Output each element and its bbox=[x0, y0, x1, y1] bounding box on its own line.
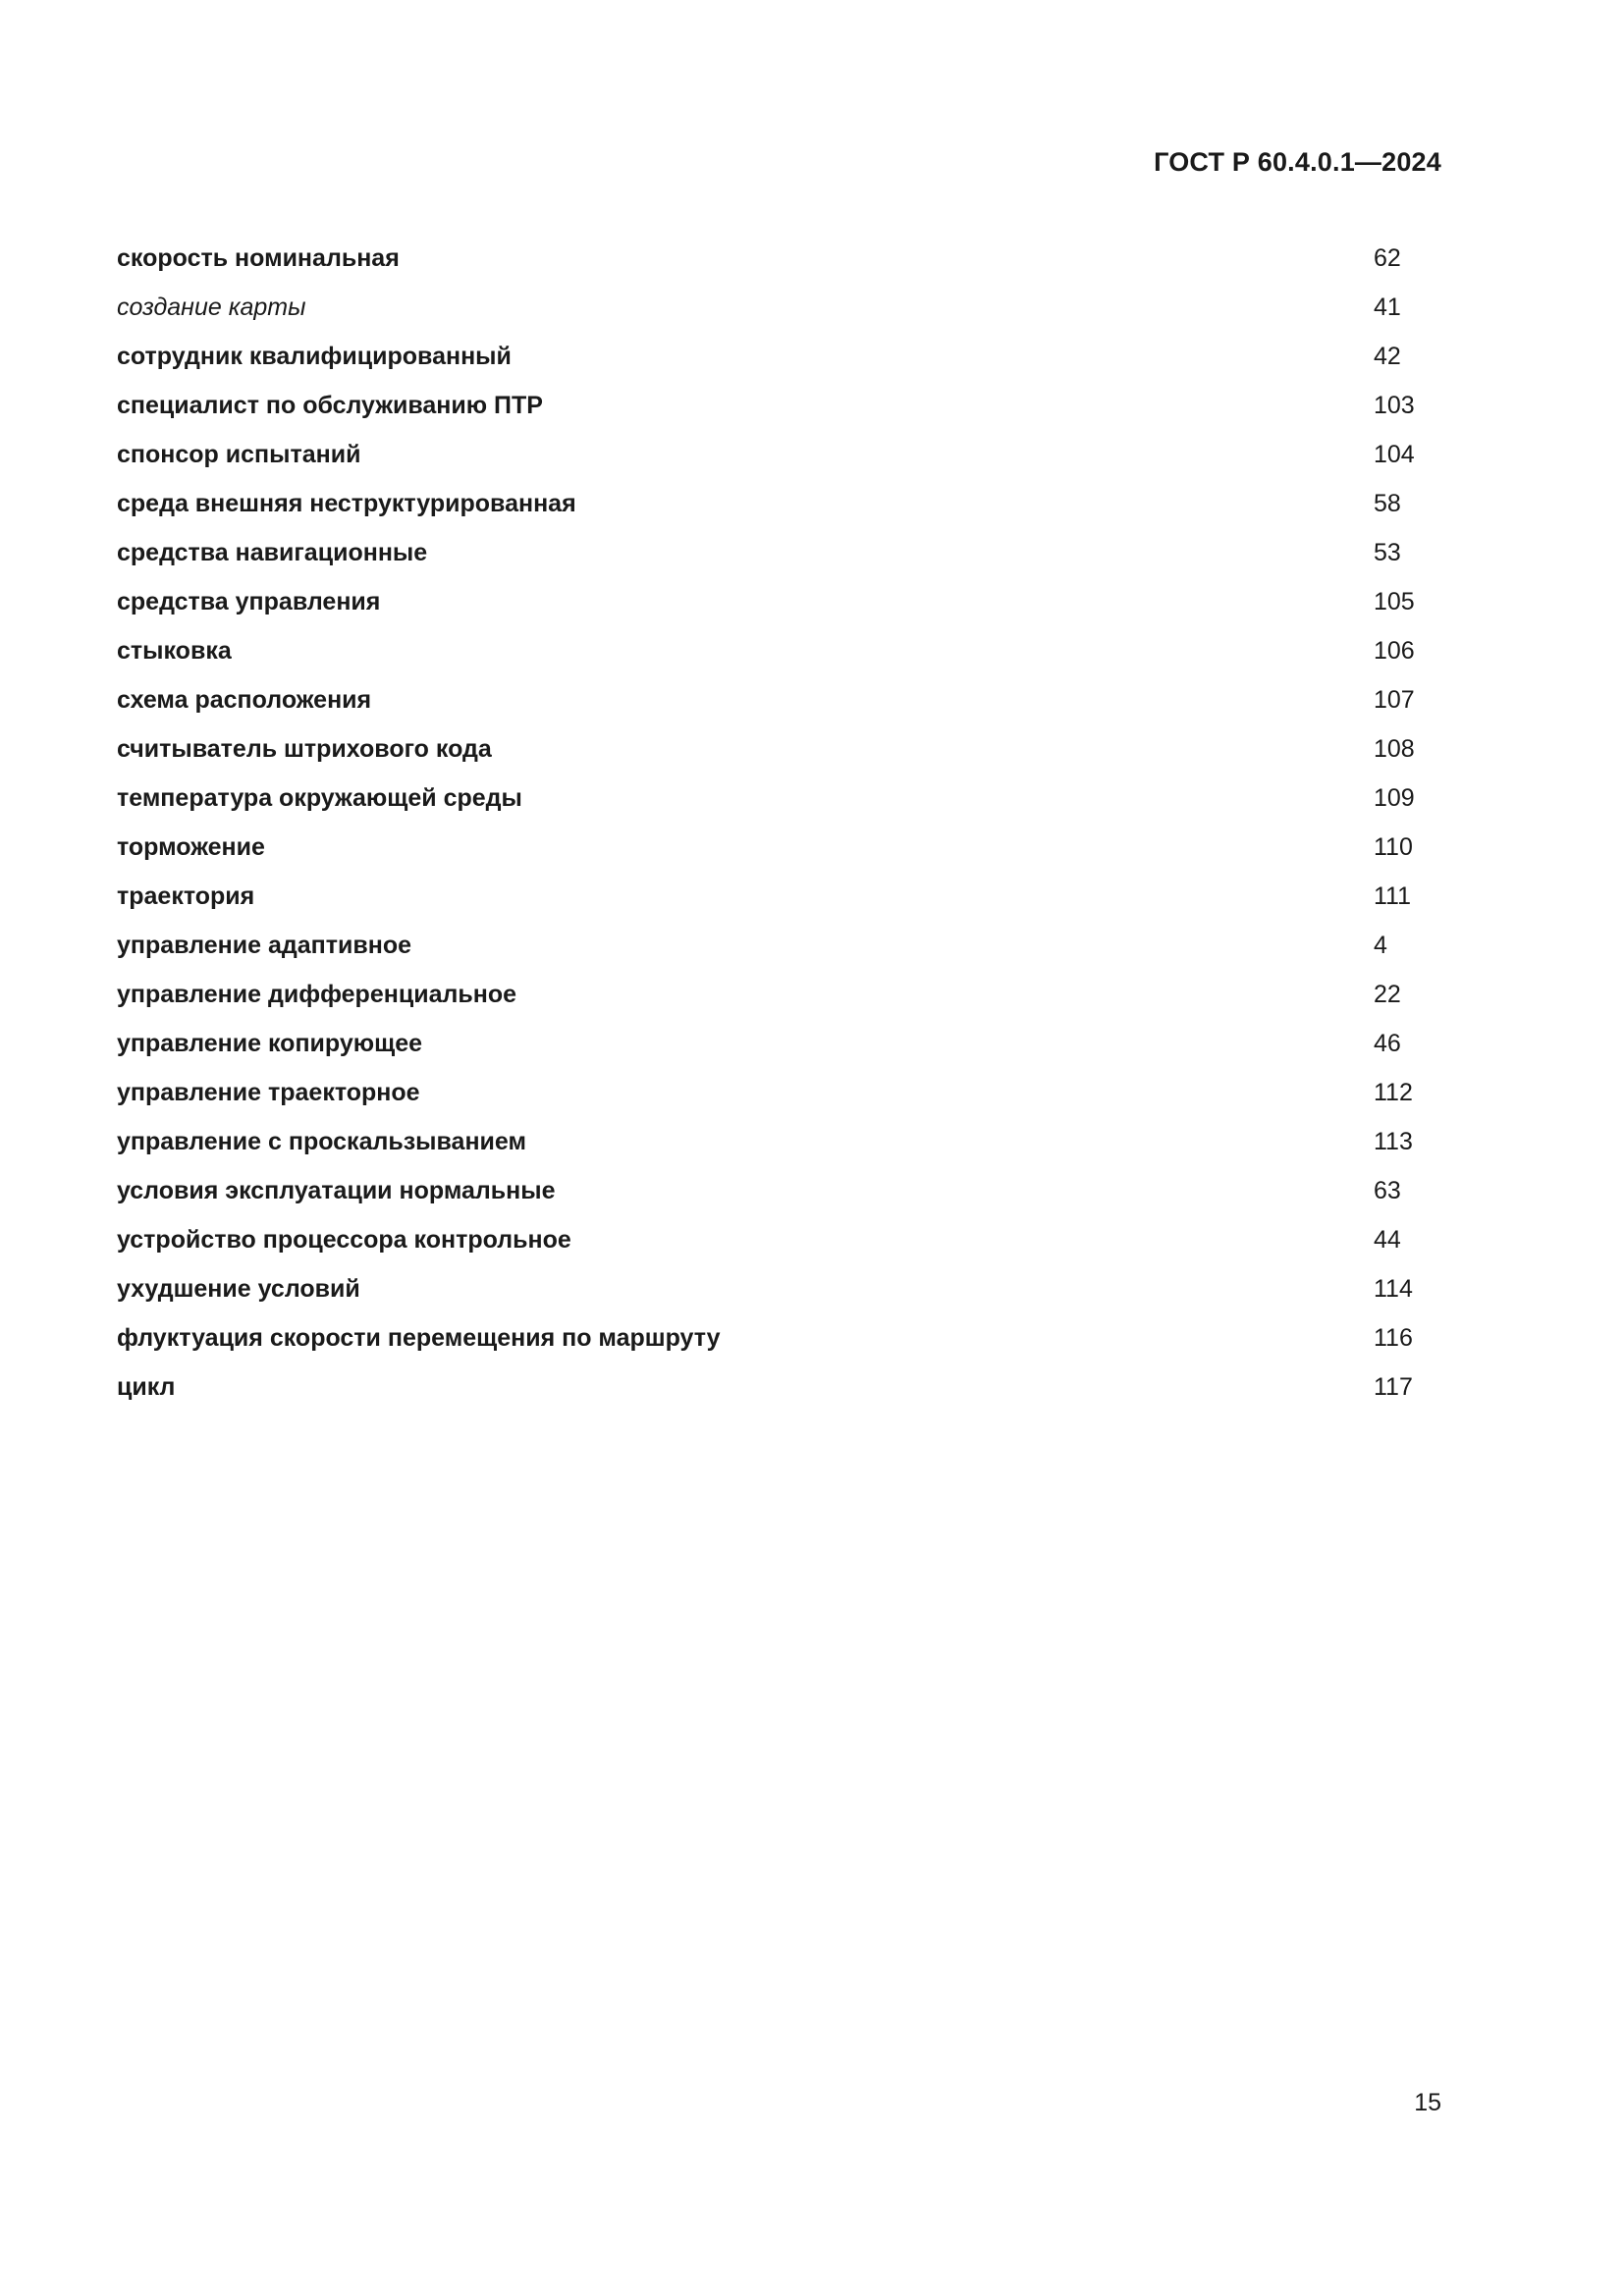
index-term-number: 106 bbox=[1374, 637, 1415, 665]
index-term-number: 116 bbox=[1374, 1324, 1413, 1352]
index-entry bbox=[117, 1025, 1423, 1074]
index-term: цикл bbox=[117, 1373, 176, 1401]
index-term: спонсор испытаний bbox=[117, 441, 361, 468]
index-term-number: 107 bbox=[1374, 686, 1415, 714]
index-term: управление адаптивное bbox=[117, 932, 412, 959]
index-entry bbox=[117, 976, 1423, 1025]
index-term: средства навигационные bbox=[117, 539, 428, 566]
page-number: 15 bbox=[1414, 2089, 1441, 2116]
index-term: специалист по обслуживанию ПТР bbox=[117, 392, 543, 419]
index-term: торможение bbox=[117, 833, 265, 861]
index-entry bbox=[117, 534, 1423, 583]
index-term: управление траекторное bbox=[117, 1079, 420, 1106]
index-entry bbox=[117, 681, 1423, 730]
index-term-number: 41 bbox=[1374, 294, 1401, 321]
index-term: среда внешняя неструктурированная bbox=[117, 490, 576, 517]
index-term: устройство процессора контрольное bbox=[117, 1226, 571, 1254]
index-entry bbox=[117, 1270, 1423, 1319]
index-entry bbox=[117, 828, 1423, 878]
index-term: схема расположения bbox=[117, 686, 372, 714]
index-term: температура окружающей среды bbox=[117, 784, 522, 812]
index-term-number: 22 bbox=[1374, 981, 1401, 1008]
index-entry bbox=[117, 1221, 1423, 1270]
index-term-number: 4 bbox=[1374, 932, 1387, 959]
index-entry bbox=[117, 1123, 1423, 1172]
index-term: управление копирующее bbox=[117, 1030, 423, 1057]
index-term: управление дифференциальное bbox=[117, 981, 516, 1008]
index-term-number: 63 bbox=[1374, 1177, 1401, 1204]
index-entry bbox=[117, 1172, 1423, 1221]
index-term-number: 111 bbox=[1374, 882, 1412, 910]
index-term: управление с проскальзыванием bbox=[117, 1128, 526, 1155]
index-term-number: 113 bbox=[1374, 1128, 1413, 1155]
index-term: траектория bbox=[117, 882, 255, 910]
index-entry bbox=[117, 240, 1423, 289]
index-term-number: 110 bbox=[1374, 833, 1413, 861]
index-term-number: 44 bbox=[1374, 1226, 1401, 1254]
index-entry bbox=[117, 878, 1423, 927]
index-term: ухудшение условий bbox=[117, 1275, 360, 1303]
index-entry bbox=[117, 1074, 1423, 1123]
index-entry bbox=[117, 927, 1423, 976]
index-term-number: 42 bbox=[1374, 343, 1401, 370]
index-term-number: 58 bbox=[1374, 490, 1401, 517]
index-term-number: 53 bbox=[1374, 539, 1401, 566]
index-entry bbox=[117, 632, 1423, 681]
index-term: стыковка bbox=[117, 637, 232, 665]
index-term: средства управления bbox=[117, 588, 381, 615]
index-term-number: 117 bbox=[1374, 1373, 1413, 1401]
index-entry bbox=[117, 730, 1423, 779]
index-entry bbox=[117, 387, 1423, 436]
index-term-number: 108 bbox=[1374, 735, 1415, 763]
index-entry bbox=[117, 436, 1423, 485]
document-code: ГОСТ Р 60.4.0.1—2024 bbox=[1154, 147, 1441, 177]
index-term-number: 109 bbox=[1374, 784, 1415, 812]
index-term: создание карты bbox=[117, 294, 306, 321]
index-entry bbox=[117, 779, 1423, 828]
index-term-number: 112 bbox=[1374, 1079, 1413, 1106]
index-entry bbox=[117, 289, 1423, 338]
index-term: скорость номинальная bbox=[117, 244, 400, 272]
index-entry bbox=[117, 338, 1423, 387]
index-term: флуктуация скорости перемещения по маршруту bbox=[117, 1324, 721, 1352]
index-term-number: 104 bbox=[1374, 441, 1415, 468]
index-term-number: 114 bbox=[1374, 1275, 1413, 1303]
index-term-number: 105 bbox=[1374, 588, 1415, 615]
index-term-number: 103 bbox=[1374, 392, 1415, 419]
index-term: условия эксплуатации нормальные bbox=[117, 1177, 556, 1204]
index-entry bbox=[117, 583, 1423, 632]
index-entry bbox=[117, 1319, 1423, 1368]
index-term-number: 46 bbox=[1374, 1030, 1401, 1057]
index-term: считыватель штрихового кода bbox=[117, 735, 492, 763]
index-term: сотрудник квалифицированный bbox=[117, 343, 512, 370]
index-entry bbox=[117, 485, 1423, 534]
index-term-number: 62 bbox=[1374, 244, 1401, 272]
index-entry bbox=[117, 1368, 1423, 1417]
alphabetical-term-index bbox=[117, 240, 1423, 1417]
